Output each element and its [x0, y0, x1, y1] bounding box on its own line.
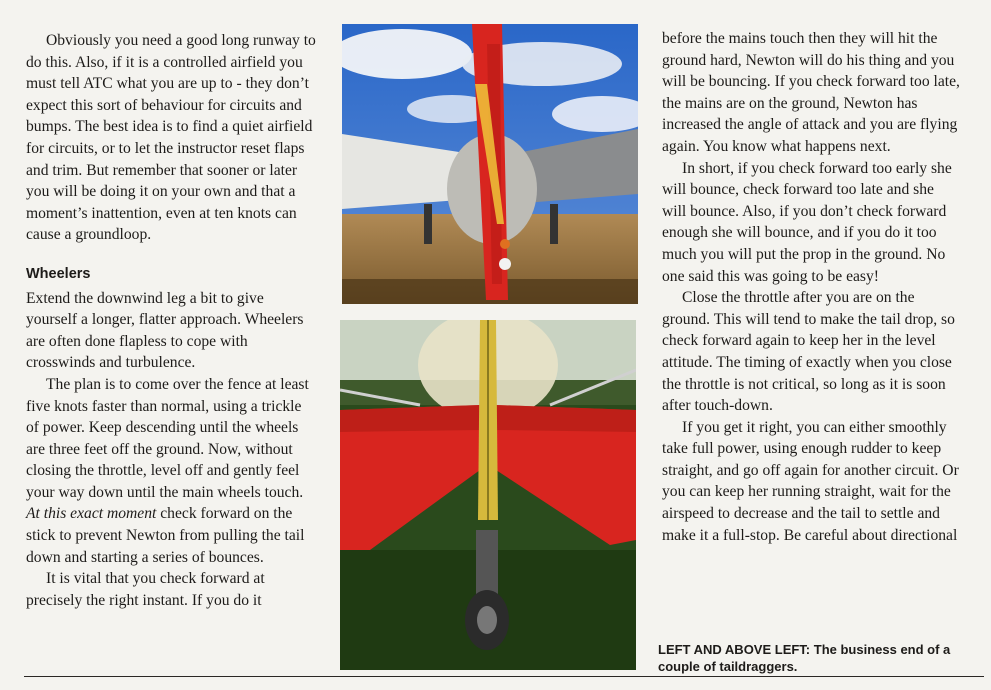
paragraph [26, 374, 318, 568]
bottom-rule [24, 676, 984, 677]
photo-caption: LEFT AND ABOVE LEFT: The business end of a couple of taildraggers. [658, 642, 951, 674]
left-text-column [26, 30, 318, 611]
taildragger-tailplane-photo [340, 320, 636, 670]
paragraph: before the mains touch then they will hit the ground hard, Newton will do his thing and you will be bouncing. If you check forward too late, the mains are on the ground, Newton has increased the angle of attack and you are flying again. You know what happens next. [662, 30, 960, 155]
paragraph: If you get it right, you can either smoothly take full power, using enough rudder to keep straight, and go off again for another circuit. Or you can keep her running straight, wait for the airspeed to decrease and the tail to settle and make it a full-stop. Be careful about directional [662, 418, 959, 544]
text-run: The plan is to come over the fence at least five knots faster than normal, using a trickle of power. Keep descending until the wheels are three feet off the ground. Now, without closing the throttle, level off and gently feel your way down until the main wheels touch. [26, 375, 309, 501]
paragraph: Extend the downwind leg a bit to give yourself a longer, flatter approach. Wheelers are often done flapless to cope with crosswinds and turbulence. [26, 289, 304, 372]
paragraph: It is vital that you check forward at precisely the right instant. If you do it [26, 570, 265, 609]
italic-text: At this exact moment [26, 505, 157, 523]
section-heading: Wheelers [26, 265, 91, 282]
text-run: check forward on the stick to prevent Newton from pulling the tail down and starting a series of bounces. [26, 505, 305, 566]
tailplane-photo-illustration [340, 320, 636, 670]
taildragger-tail-photo [342, 24, 638, 304]
paragraph: Close the throttle after you are on the ground. This will tend to make the tail drop, so check forward again to keep her in the level attitude. The timing of exactly when you close the throttle is not critical, so long as it is soon after touch-down. [662, 289, 955, 415]
paragraph: Obviously you need a good long runway to do this. Also, if it is a controlled airfield you must tell ATC what you are up to - they don’t expect this sort of behaviour for circuits and bumps. The best idea is to find a quiet airfield for circuits, or to let the instructor reset flaps and trim. But remember that sooner or later you will be doing it on your own and that a moment’s inattention, even at ten knots can cause a groundloop. [26, 32, 316, 244]
right-text-column [662, 28, 962, 546]
paragraph: In short, if you check forward too early she will bounce, check forward too late and she will bounce. Also, if you don’t check forward enough she will bounce, and if you do it too much you will put the prop in the ground. No one said this was going to be easy! [662, 159, 952, 285]
tail-photo-illustration [342, 24, 638, 304]
